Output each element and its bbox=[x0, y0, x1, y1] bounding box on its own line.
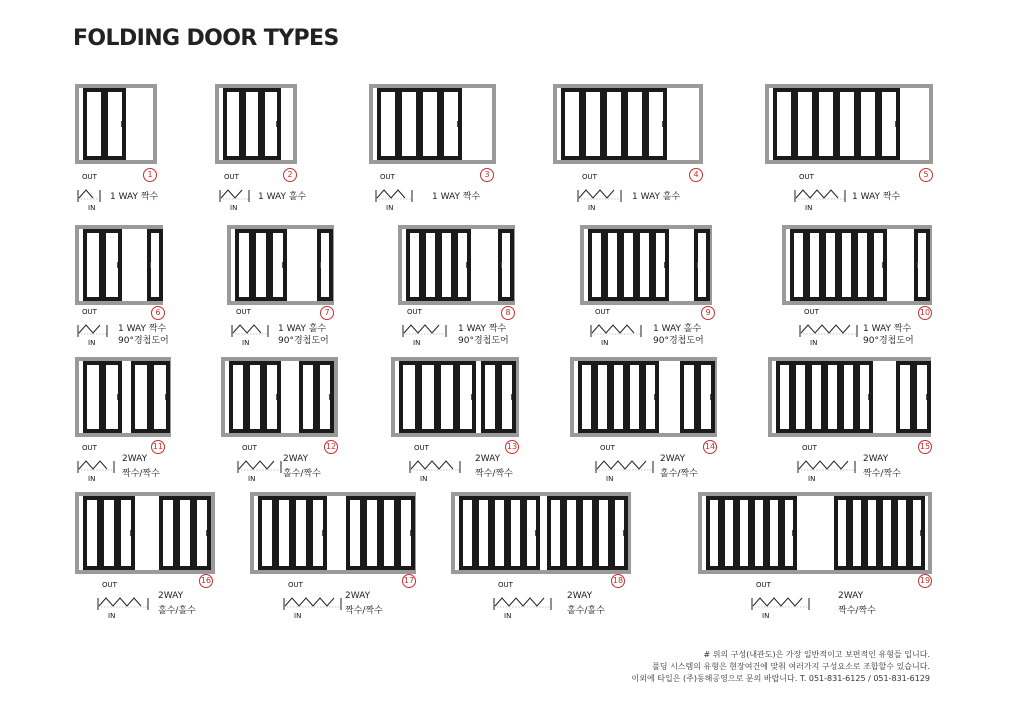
in-label: IN bbox=[762, 612, 770, 620]
door-panel bbox=[316, 361, 334, 433]
fold-diagram bbox=[490, 586, 559, 616]
door-panel bbox=[419, 88, 441, 160]
fold-diagram bbox=[406, 449, 468, 479]
door-handle bbox=[511, 394, 512, 400]
door-panel bbox=[773, 88, 795, 160]
in-label: IN bbox=[810, 339, 818, 347]
out-label: OUT bbox=[804, 308, 819, 316]
door-panel bbox=[456, 361, 476, 433]
door-panel bbox=[697, 361, 715, 433]
door-panel bbox=[377, 88, 399, 160]
door-panel bbox=[563, 496, 580, 570]
door-type-note: 1 WAY 홀수 bbox=[632, 192, 681, 202]
door-panel bbox=[808, 361, 825, 433]
door-panel bbox=[117, 496, 135, 570]
door-panel bbox=[159, 496, 177, 570]
door-type-note: 2WAY bbox=[863, 454, 889, 464]
door-handle bbox=[150, 262, 151, 268]
door-panel bbox=[398, 88, 420, 160]
door-handle bbox=[895, 121, 896, 127]
door-type-note: 1 WAY 짝수 bbox=[863, 324, 912, 334]
door-type-number: 2 bbox=[283, 168, 297, 182]
in-label: IN bbox=[386, 204, 394, 212]
door-type-number: 9 bbox=[701, 306, 715, 320]
door-type-note: 1 WAY 홀수 bbox=[653, 324, 702, 334]
door-panel bbox=[736, 496, 752, 570]
fold-diagram bbox=[791, 178, 853, 208]
door-handle bbox=[917, 262, 918, 268]
door-panel bbox=[481, 361, 499, 433]
in-label: IN bbox=[294, 612, 302, 620]
fold-diagram bbox=[587, 313, 649, 343]
door-panel bbox=[636, 229, 653, 301]
door-panel bbox=[380, 496, 398, 570]
door-panel bbox=[131, 361, 151, 433]
door-type-number: 17 bbox=[402, 574, 416, 588]
door-panel bbox=[582, 88, 604, 160]
door-panel bbox=[100, 496, 118, 570]
door-panel bbox=[849, 496, 865, 570]
door-handle bbox=[130, 530, 131, 536]
door-panel bbox=[507, 496, 524, 570]
door-type-number: 15 bbox=[918, 440, 932, 454]
door-panel bbox=[561, 88, 583, 160]
door-panel bbox=[258, 496, 276, 570]
door-panel bbox=[857, 88, 879, 160]
door-panel bbox=[437, 361, 457, 433]
door-panel bbox=[766, 496, 782, 570]
in-label: IN bbox=[108, 612, 116, 620]
door-type-subnote: 90°경첩도어 bbox=[118, 336, 169, 346]
door-handle bbox=[117, 394, 118, 400]
out-label: OUT bbox=[595, 308, 610, 316]
door-handle bbox=[868, 394, 869, 400]
door-panel bbox=[418, 361, 438, 433]
in-label: IN bbox=[420, 475, 428, 483]
door-panel bbox=[806, 229, 823, 301]
door-type-note: 2WAY bbox=[475, 454, 501, 464]
door-type-note: 2WAY bbox=[660, 454, 686, 464]
door-type-subnote: 짝수/짝수 bbox=[838, 606, 876, 616]
door-panel bbox=[894, 496, 910, 570]
door-panel bbox=[594, 361, 611, 433]
door-panel bbox=[292, 496, 310, 570]
out-label: OUT bbox=[242, 444, 257, 452]
fold-diagram bbox=[574, 178, 629, 208]
door-type-note: 1 WAY 짝수 bbox=[458, 324, 507, 334]
out-label: OUT bbox=[82, 308, 97, 316]
door-panel bbox=[440, 88, 462, 160]
door-handle bbox=[282, 262, 283, 268]
door-panel bbox=[824, 361, 841, 433]
door-frame bbox=[782, 225, 932, 305]
fold-diagram bbox=[399, 313, 454, 343]
door-type-subnote: 짝수/짝수 bbox=[345, 606, 383, 616]
out-label: OUT bbox=[288, 581, 303, 589]
door-type-number: 10 bbox=[918, 306, 932, 320]
door-type-note: 1 WAY 짝수 bbox=[432, 192, 481, 202]
door-type-number: 6 bbox=[151, 306, 165, 320]
door-panel bbox=[878, 88, 900, 160]
door-handle bbox=[276, 394, 277, 400]
door-panel bbox=[840, 361, 857, 433]
door-panel bbox=[235, 229, 253, 301]
door-handle bbox=[920, 530, 921, 536]
in-label: IN bbox=[248, 475, 256, 483]
door-panel bbox=[246, 361, 264, 433]
out-label: OUT bbox=[380, 173, 395, 181]
door-panel bbox=[794, 88, 816, 160]
door-frame bbox=[75, 225, 163, 305]
out-label: OUT bbox=[82, 444, 97, 452]
door-panel bbox=[491, 496, 508, 570]
door-frame bbox=[215, 84, 297, 164]
door-handle bbox=[276, 121, 277, 127]
fold-diagram bbox=[748, 586, 817, 616]
door-handle bbox=[882, 262, 883, 268]
in-label: IN bbox=[601, 339, 609, 347]
footnote-line: # 위의 구성(내관도)은 가장 일반적이고 보편적인 유형들 입니다. bbox=[703, 650, 930, 659]
in-label: IN bbox=[88, 475, 96, 483]
door-panel bbox=[275, 496, 293, 570]
door-handle bbox=[320, 262, 321, 268]
out-label: OUT bbox=[224, 173, 239, 181]
door-panel bbox=[454, 229, 471, 301]
door-panel bbox=[252, 229, 270, 301]
door-panel bbox=[604, 229, 621, 301]
door-type-subnote: 짝수/짝수 bbox=[122, 469, 160, 479]
door-panel bbox=[588, 229, 605, 301]
door-panel bbox=[611, 496, 628, 570]
door-type-number: 8 bbox=[501, 306, 515, 320]
door-type-note: 2WAY bbox=[122, 454, 148, 464]
door-panel bbox=[261, 88, 281, 160]
door-frame bbox=[75, 84, 157, 164]
door-panel bbox=[422, 229, 439, 301]
door-panel bbox=[83, 88, 105, 160]
door-panel bbox=[854, 229, 871, 301]
door-panel bbox=[406, 229, 423, 301]
door-type-note: 1 WAY 홀수 bbox=[278, 324, 327, 334]
out-label: OUT bbox=[82, 173, 97, 181]
door-panel bbox=[620, 229, 637, 301]
out-label: OUT bbox=[600, 444, 615, 452]
door-type-subnote: 90°경첩도어 bbox=[653, 336, 704, 346]
fold-diagram bbox=[234, 449, 289, 479]
door-panel bbox=[102, 229, 122, 301]
door-type-subnote: 홀수/짝수 bbox=[283, 469, 321, 479]
door-panel bbox=[603, 88, 625, 160]
door-panel bbox=[269, 229, 287, 301]
fold-diagram bbox=[228, 313, 276, 343]
door-panel bbox=[706, 496, 722, 570]
door-handle bbox=[926, 394, 927, 400]
door-type-subnote: 홀수/짝수 bbox=[660, 469, 698, 479]
door-handle bbox=[117, 262, 118, 268]
footnote-line: 이외에 타입은 (주)동해공영으로 문의 바랍니다. T. 051-831-6125 / 051-831-6129 bbox=[631, 674, 930, 683]
door-panel bbox=[223, 88, 243, 160]
in-label: IN bbox=[808, 475, 816, 483]
door-type-number: 16 bbox=[199, 574, 213, 588]
door-panel bbox=[856, 361, 873, 433]
door-type-number: 7 bbox=[320, 306, 334, 320]
in-label: IN bbox=[230, 204, 238, 212]
in-label: IN bbox=[606, 475, 614, 483]
door-panel bbox=[776, 361, 793, 433]
out-label: OUT bbox=[407, 308, 422, 316]
out-label: OUT bbox=[498, 581, 513, 589]
door-type-note: 2WAY bbox=[567, 591, 593, 601]
door-frame bbox=[768, 357, 931, 437]
door-frame bbox=[391, 357, 519, 437]
door-frame bbox=[553, 84, 703, 164]
door-type-subnote: 짝수/짝수 bbox=[863, 469, 901, 479]
door-handle bbox=[501, 262, 502, 268]
door-panel bbox=[346, 496, 364, 570]
door-handle bbox=[121, 121, 122, 127]
door-handle bbox=[662, 121, 663, 127]
door-panel bbox=[83, 361, 103, 433]
footnote-line: 폴딩 시스템의 유형은 현장여건에 맞춰 여러가지 구성요소로 조합할수 있습니다. bbox=[652, 662, 930, 671]
door-handle bbox=[466, 262, 467, 268]
door-panel bbox=[547, 496, 564, 570]
door-type-number: 13 bbox=[505, 440, 519, 454]
door-type-note: 2WAY bbox=[838, 591, 864, 601]
door-frame bbox=[580, 225, 712, 305]
door-type-number: 5 bbox=[919, 168, 933, 182]
door-type-number: 18 bbox=[611, 574, 625, 588]
footnotes bbox=[510, 649, 930, 685]
in-label: IN bbox=[805, 204, 813, 212]
door-handle bbox=[410, 530, 411, 536]
door-handle bbox=[664, 262, 665, 268]
door-panel bbox=[475, 496, 492, 570]
door-panel bbox=[242, 88, 262, 160]
door-panel bbox=[838, 229, 855, 301]
door-type-number: 4 bbox=[689, 168, 703, 182]
door-panel bbox=[790, 229, 807, 301]
door-panel bbox=[263, 361, 281, 433]
door-panel bbox=[909, 496, 925, 570]
door-type-number: 19 bbox=[918, 574, 932, 588]
fold-diagram bbox=[592, 449, 661, 479]
door-frame bbox=[369, 84, 496, 164]
door-panel bbox=[879, 496, 895, 570]
door-type-note: 1 WAY 홀수 bbox=[258, 192, 307, 202]
door-panel bbox=[438, 229, 455, 301]
door-handle bbox=[535, 530, 536, 536]
page-title: FOLDING DOOR TYPES bbox=[73, 26, 339, 51]
door-type-note: 2WAY bbox=[158, 591, 184, 601]
door-panel bbox=[836, 88, 858, 160]
door-panel bbox=[896, 361, 914, 433]
door-type-subnote: 90°경첩도어 bbox=[278, 336, 329, 346]
door-handle bbox=[457, 121, 458, 127]
fold-diagram bbox=[796, 313, 865, 343]
out-label: OUT bbox=[756, 581, 771, 589]
out-label: OUT bbox=[582, 173, 597, 181]
door-frame bbox=[221, 357, 338, 437]
door-handle bbox=[697, 262, 698, 268]
door-panel bbox=[751, 496, 767, 570]
door-panel bbox=[870, 229, 887, 301]
door-panel bbox=[498, 361, 516, 433]
door-handle bbox=[206, 530, 207, 536]
door-panel bbox=[781, 496, 797, 570]
door-handle bbox=[710, 394, 711, 400]
door-handle bbox=[165, 394, 166, 400]
door-type-number: 1 bbox=[143, 168, 157, 182]
fold-diagram bbox=[372, 178, 420, 208]
door-frame bbox=[398, 225, 515, 305]
door-panel bbox=[645, 88, 667, 160]
door-panel bbox=[309, 496, 327, 570]
door-panel bbox=[834, 496, 850, 570]
door-frame bbox=[765, 84, 933, 164]
door-panel bbox=[229, 361, 247, 433]
door-panel bbox=[624, 88, 646, 160]
in-label: IN bbox=[588, 204, 596, 212]
door-frame bbox=[698, 492, 932, 574]
out-label: OUT bbox=[414, 444, 429, 452]
door-panel bbox=[102, 361, 122, 433]
door-panel bbox=[193, 496, 211, 570]
in-label: IN bbox=[504, 612, 512, 620]
door-handle bbox=[471, 394, 472, 400]
door-panel bbox=[864, 496, 880, 570]
door-panel bbox=[680, 361, 698, 433]
door-type-number: 3 bbox=[480, 168, 494, 182]
door-type-subnote: 90°경첩도어 bbox=[458, 336, 509, 346]
door-type-subnote: 90°경첩도어 bbox=[863, 336, 914, 346]
door-panel bbox=[578, 361, 595, 433]
door-panel bbox=[652, 229, 669, 301]
door-type-number: 11 bbox=[151, 440, 165, 454]
door-type-note: 1 WAY 짝수 bbox=[110, 192, 159, 202]
door-panel bbox=[610, 361, 627, 433]
door-type-subnote: 홀수/홀수 bbox=[158, 606, 196, 616]
door-panel bbox=[150, 361, 170, 433]
door-panel bbox=[815, 88, 837, 160]
door-type-note: 2WAY bbox=[345, 591, 371, 601]
fold-diagram bbox=[794, 449, 863, 479]
door-panel bbox=[83, 496, 101, 570]
door-handle bbox=[623, 530, 624, 536]
door-panel bbox=[595, 496, 612, 570]
door-panel bbox=[642, 361, 659, 433]
door-panel bbox=[626, 361, 643, 433]
door-panel bbox=[459, 496, 476, 570]
out-label: OUT bbox=[802, 444, 817, 452]
door-panel bbox=[83, 229, 103, 301]
out-label: OUT bbox=[102, 581, 117, 589]
door-type-note: 1 WAY 짝수 bbox=[852, 192, 901, 202]
door-type-subnote: 짝수/짝수 bbox=[475, 469, 513, 479]
door-type-note: 1 WAY 짝수 bbox=[118, 324, 167, 334]
out-label: OUT bbox=[236, 308, 251, 316]
door-panel bbox=[721, 496, 737, 570]
in-label: IN bbox=[242, 339, 250, 347]
door-frame bbox=[250, 492, 416, 574]
door-panel bbox=[363, 496, 381, 570]
door-panel bbox=[299, 361, 317, 433]
in-label: IN bbox=[88, 204, 96, 212]
door-type-subnote: 홀수/홀수 bbox=[567, 606, 605, 616]
door-frame bbox=[570, 357, 717, 437]
door-frame bbox=[75, 492, 215, 574]
door-type-number: 12 bbox=[324, 440, 338, 454]
door-panel bbox=[176, 496, 194, 570]
in-label: IN bbox=[413, 339, 421, 347]
door-handle bbox=[329, 394, 330, 400]
door-handle bbox=[792, 530, 793, 536]
door-frame bbox=[227, 225, 334, 305]
fold-diagram bbox=[74, 449, 122, 479]
door-frame bbox=[75, 357, 171, 437]
door-panel bbox=[792, 361, 809, 433]
door-panel bbox=[523, 496, 540, 570]
door-handle bbox=[654, 394, 655, 400]
fold-diagram bbox=[280, 586, 349, 616]
door-panel bbox=[913, 361, 931, 433]
fold-diagram bbox=[94, 586, 156, 616]
door-handle bbox=[322, 530, 323, 536]
door-type-number: 14 bbox=[703, 440, 717, 454]
door-frame bbox=[451, 492, 631, 574]
door-panel bbox=[399, 361, 419, 433]
door-panel bbox=[104, 88, 126, 160]
door-panel bbox=[579, 496, 596, 570]
door-type-note: 2WAY bbox=[283, 454, 309, 464]
in-label: IN bbox=[88, 339, 96, 347]
out-label: OUT bbox=[799, 173, 814, 181]
door-panel bbox=[822, 229, 839, 301]
door-panel bbox=[397, 496, 415, 570]
